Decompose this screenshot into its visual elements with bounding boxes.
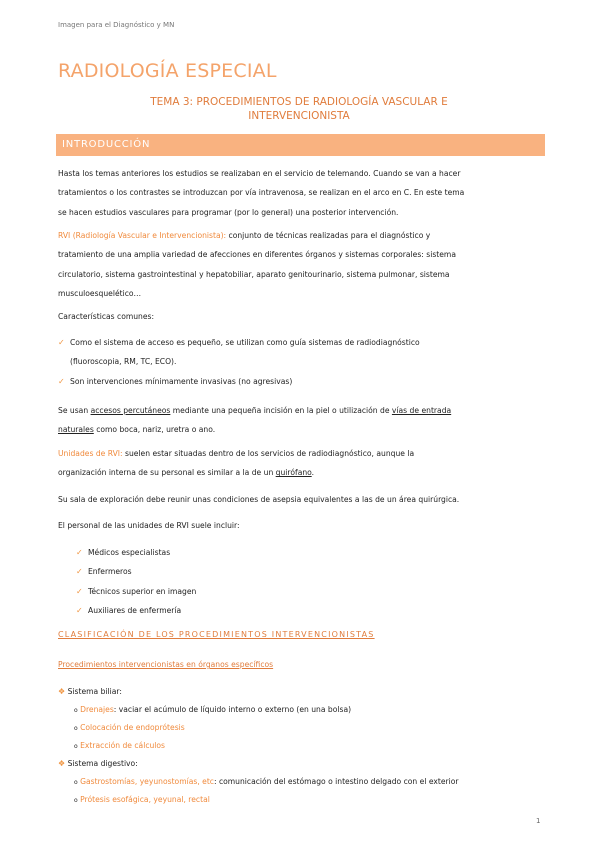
- text-line: se hacen estudios vasculares para programar (por lo general) una posterior intervención.: [58, 207, 399, 217]
- text-line: musculoesquelético…: [58, 288, 142, 298]
- check-icon: ✓: [76, 586, 83, 596]
- item-text: : comunicación del estómago o intestino delgado con el exterior: [213, 777, 459, 786]
- list-item: [76, 601, 376, 620]
- rvi-term: RVI (Radiología Vascular e Intervencionista):: [58, 231, 227, 240]
- check-icon: ✓: [76, 567, 83, 577]
- text-span: organización interna de su personal es similar a la de un: [58, 468, 276, 478]
- text-span: mediante una pequeña incisión en la piel o utilización de: [170, 406, 392, 415]
- text-span: suelen estar situadas dentro de los servicios de radiodiagnóstico, aunque la: [122, 449, 415, 458]
- text-line: circulatorio, sistema gastrointestinal y hepatobiliar, aparato genitourinario, sistema pulmonar, sistema: [58, 269, 450, 279]
- staff-label: El personal de las unidades de RVI suele incluir:: [58, 521, 240, 530]
- list-item-text: Técnicos superior en imagen: [88, 586, 197, 596]
- text-line: Hasta los temas anteriores los estudios se realizaban en el servicio de telemando. Cuando se van a hacer: [58, 169, 461, 178]
- term-operating-room: quirófano: [275, 468, 312, 478]
- list-item: [76, 562, 376, 581]
- sub-list-item: [74, 705, 351, 714]
- list-item-text: Médicos especialistas: [88, 548, 171, 557]
- section-title: INTRODUCCIÓN: [62, 139, 151, 150]
- item-term: Drenajes: [80, 705, 114, 714]
- sub-list-item: [74, 723, 185, 732]
- text-span: como boca, nariz, uretra o ano.: [93, 425, 216, 435]
- rvi-paragraph: [58, 226, 542, 303]
- list-item: [58, 372, 542, 391]
- page-number: 1: [536, 817, 541, 825]
- staff-list: [76, 543, 376, 620]
- subtitle-line: TEMA 3: PROCEDIMIENTOS DE RADIOLOGÍA VASCULAR E: [150, 96, 448, 108]
- sub-list-item: [74, 795, 210, 804]
- item-term: Gastrostomías, yeyunostomías, etc: [80, 777, 214, 786]
- rvi-definition: conjunto de técnicas realizadas para el diagnóstico y: [226, 231, 431, 240]
- diamond-icon: ❖: [58, 759, 66, 768]
- text-line: [58, 463, 542, 482]
- check-icon: ✓: [58, 338, 65, 347]
- units-term: Unidades de RVI:: [58, 449, 123, 458]
- characteristics-list: [58, 333, 542, 391]
- list-item-text: Enfermeros: [88, 567, 132, 577]
- list-item: [76, 543, 376, 562]
- text-span: .: [311, 468, 315, 478]
- diamond-icon: ❖: [58, 687, 66, 696]
- sub-list-item: [74, 741, 165, 750]
- check-icon: ✓: [76, 548, 83, 557]
- biliary-system-item: [58, 687, 122, 696]
- subtitle-line: INTERVENCIONISTA: [248, 110, 350, 122]
- access-paragraph: [58, 401, 542, 440]
- biliary-label: Sistema biliar:: [67, 687, 122, 696]
- organ-procedures-heading: Procedimientos intervencionistas en órganos específicos: [58, 660, 274, 669]
- classification-heading: CLASIFICACIÓN DE LOS PROCEDIMIENTOS INTERVENCIONISTAS: [58, 630, 375, 639]
- digestive-system-item: [58, 759, 138, 768]
- circle-bullet-icon: o: [74, 725, 78, 732]
- check-icon: ✓: [58, 376, 65, 386]
- section-header-bar: [56, 134, 545, 156]
- units-paragraph: [58, 444, 542, 483]
- item-text: : vaciar el acúmulo de líquido interno o externo (en una bolsa): [113, 705, 352, 714]
- term-percutaneous: accesos percutáneos: [90, 406, 171, 415]
- list-item-text: Como el sistema de acceso es pequeño, se utilizan como guía sistemas de radiodiagnóstico: [70, 338, 420, 347]
- text-line: [58, 444, 542, 463]
- list-item-continuation: (fluoroscopia, RM, TC, ECO).: [70, 357, 177, 367]
- circle-bullet-icon: o: [74, 707, 78, 714]
- document-title: RADIOLOGÍA ESPECIAL: [58, 60, 277, 82]
- term-natural-routes: naturales: [58, 425, 94, 435]
- circle-bullet-icon: o: [74, 797, 78, 804]
- circle-bullet-icon: o: [74, 743, 78, 750]
- list-item-text: Auxiliares de enfermería: [88, 605, 182, 615]
- intro-paragraph: [58, 164, 542, 222]
- running-header: Imagen para el Diagnóstico y MN: [58, 21, 175, 29]
- list-item: [58, 333, 542, 352]
- text-line: tratamiento de una amplia variedad de afecciones en diferentes órganos y sistemas corporales: sistema: [58, 250, 456, 260]
- digestive-label: Sistema digestivo:: [67, 759, 138, 768]
- text-line: [58, 226, 542, 245]
- item-term: Prótesis esofágica, yeyunal, rectal: [80, 795, 210, 804]
- check-icon: ✓: [76, 605, 83, 615]
- list-item-text: Son intervenciones mínimamente invasivas (no agresivas): [70, 376, 293, 386]
- characteristics-label: Características comunes:: [58, 312, 155, 321]
- list-item: [76, 582, 376, 601]
- item-term: Extracción de cálculos: [80, 741, 166, 750]
- item-term: Colocación de endoprótesis: [80, 723, 185, 732]
- text-line: [58, 420, 542, 439]
- text-line: [58, 401, 542, 420]
- term-natural-routes: vías de entrada: [391, 406, 452, 415]
- text-span: Se usan: [58, 406, 91, 415]
- sub-list-item: [74, 777, 459, 786]
- document-subtitle: [58, 95, 540, 123]
- circle-bullet-icon: o: [74, 779, 78, 786]
- room-paragraph: Su sala de exploración debe reunir unas condiciones de asepsia equivalentes a las de un área quirúrgica.: [58, 495, 460, 504]
- text-line: tratamientos o los contrastes se introduzcan por vía intravenosa, se realizan en el arco en C. En este tema: [58, 188, 465, 198]
